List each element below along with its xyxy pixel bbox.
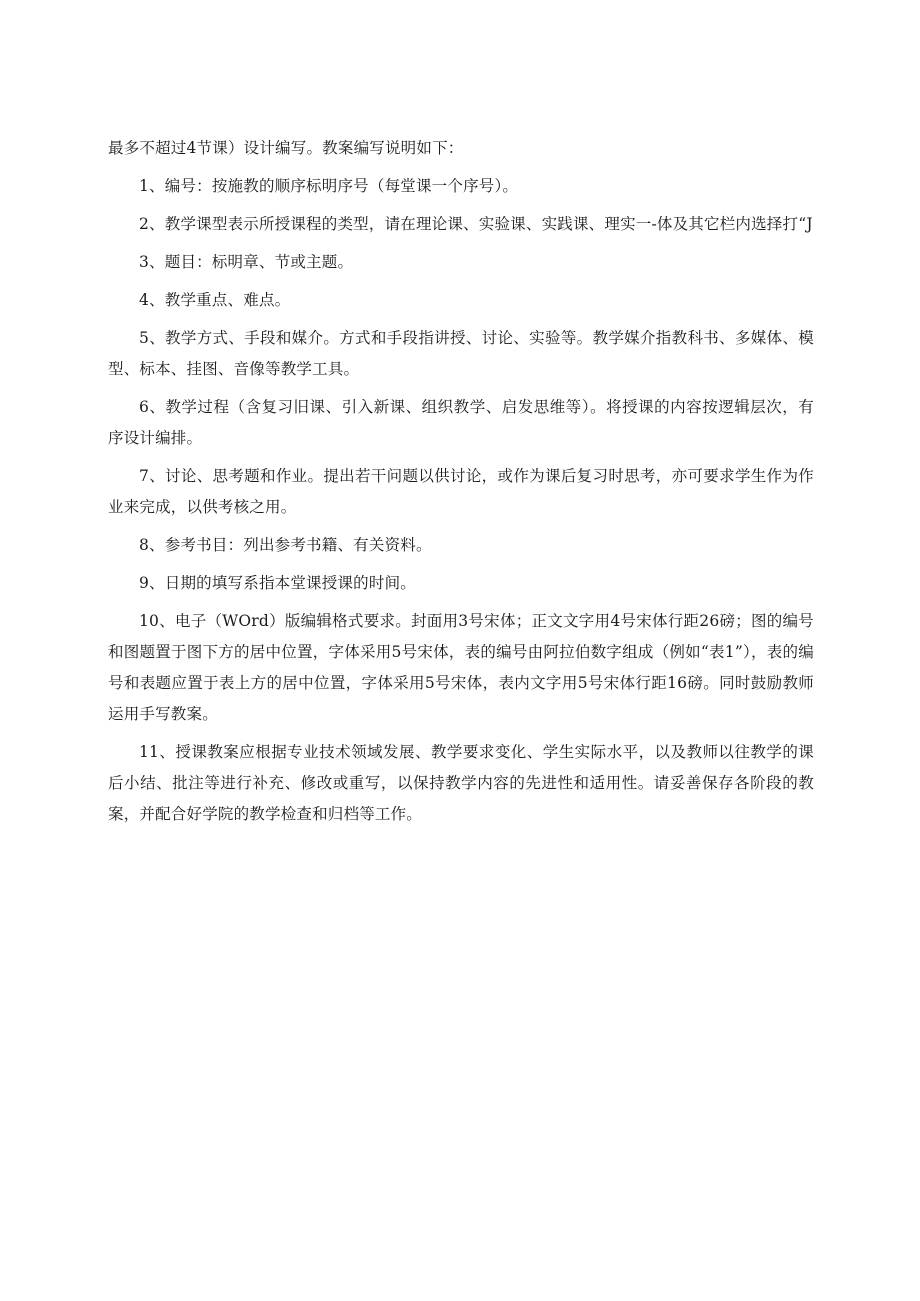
- item-paragraph-3: 3、题目：标明章、节或主题。: [139, 253, 354, 271]
- item-paragraph-4: 4、教学重点、难点。: [139, 291, 291, 309]
- document-body: [108, 133, 814, 837]
- intro-paragraph: 最多不超过4节课）设计编写。教案编写说明如下：: [108, 139, 464, 157]
- item-paragraph-2: 2、教学课型表示所授课程的类型，请在理论课、实验课、实践课、理实一-体及其它栏内选择打“J: [139, 215, 813, 233]
- item-paragraph-5: 5、教学方式、手段和媒介。方式和手段指讲授、讨论、实验等。教学媒介指教科书、多媒体、模型、标本、挂图、音像等教学工具。: [108, 329, 814, 378]
- item-paragraph-6: 6、教学过程（含复习旧课、引入新课、组织教学、启发思维等）。将授课的内容按逻辑层次，有序设计编排。: [108, 398, 814, 447]
- item-paragraph-10: 10、电子（WOrd）版编辑格式要求。封面用3号宋体；正文文字用4号宋体行距26磅；图的编号和图题置于图下方的居中位置，字体采用5号宋体，表的编号由阿拉伯数字组成（例如“表1”），表的编号和表题应置于表上方的居中位置，字体采用5号宋体，表内文字用5号宋体行距16磅。同时鼓励教师运用手写教案。: [108, 612, 814, 723]
- item-paragraph-1: 1、编号：按施教的顺序标明序号（每堂课一个序号）。: [139, 177, 519, 195]
- item-paragraph-7: 7、讨论、思考题和作业。提出若干问题以供讨论，或作为课后复习时思考，亦可要求学生作为作业来完成，以供考核之用。: [108, 467, 814, 516]
- item-paragraph-9: 9、日期的填写系指本堂课授课的时间。: [139, 574, 416, 592]
- item-paragraph-11: 11、授课教案应根据专业技术领域发展、教学要求变化、学生实际水平，以及教师以往教学的课后小结、批注等进行补充、修改或重写，以保持教学内容的先进性和适用性。请妥善保存各阶段的教案，并配合好学院的教学检查和归档等工作。: [108, 743, 814, 823]
- item-paragraph-8: 8、参考书目：列出参考书籍、有关资料。: [139, 536, 432, 554]
